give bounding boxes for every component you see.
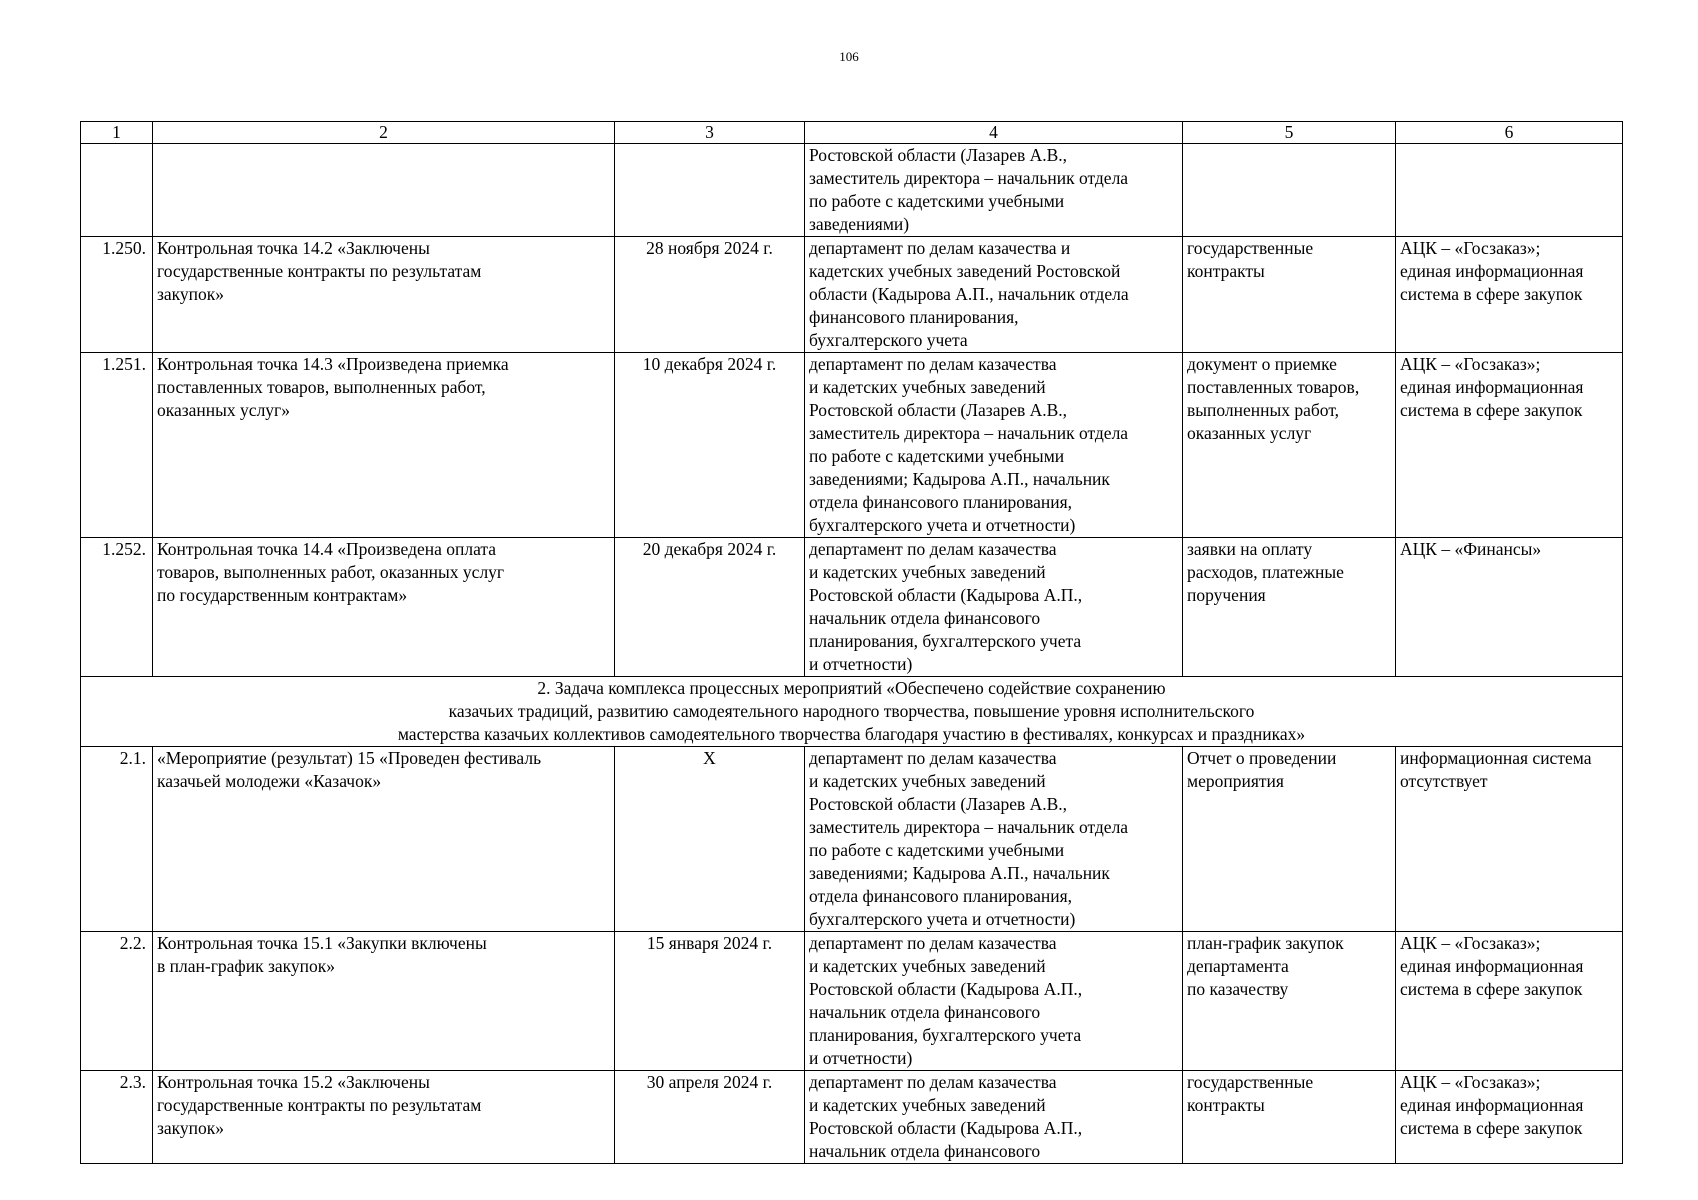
row-name: Контрольная точка 14.2 «Заключены государственные контракты по результатам закупок»: [153, 237, 615, 353]
page-number: 106: [839, 49, 859, 64]
row-responsible: департамент по делам казачества и кадетских учебных заведений Ростовской области (Лазарев А.В., заместитель директора – начальник отдела по работе с кадетскими учебными заведениями; Кадырова А.П., начальник отдела финансового планирования, бухгалтерского учета и отчетности): [805, 353, 1183, 538]
row-name: Контрольная точка 15.2 «Заключены государственные контракты по результатам закупок»: [153, 1071, 615, 1164]
row-date: Х: [615, 747, 805, 932]
row-document: [1183, 144, 1396, 237]
row-document: государственные контракты: [1183, 1071, 1396, 1164]
row-name: Контрольная точка 14.4 «Произведена оплата товаров, выполненных работ, оказанных услуг по государственным контрактам»: [153, 538, 615, 677]
plan-table: [80, 121, 1623, 1164]
row-system: АЦК – «Госзаказ»; единая информационная система в сфере закупок: [1396, 1071, 1623, 1164]
row-responsible: департамент по делам казачества и кадетских учебных заведений Ростовской области (Кадырова А.П., начальник отдела финансового планирования, бухгалтерского учета и отчетности): [805, 538, 1183, 677]
column-header: 4: [805, 122, 1183, 144]
table-row: [81, 353, 1623, 538]
row-name: Контрольная точка 15.1 «Закупки включены в план-график закупок»: [153, 932, 615, 1071]
row-system: АЦК – «Госзаказ»; единая информационная система в сфере закупок: [1396, 353, 1623, 538]
table-header-row: [81, 122, 1623, 144]
column-header: 2: [153, 122, 615, 144]
row-number: [81, 144, 153, 237]
row-name: «Мероприятие (результат) 15 «Проведен фестиваль казачьей молодежи «Казачок»: [153, 747, 615, 932]
row-date: 15 января 2024 г.: [615, 932, 805, 1071]
row-number: 2.3.: [81, 1071, 153, 1164]
column-header: 6: [1396, 122, 1623, 144]
table-row: [81, 932, 1623, 1071]
row-date: 10 декабря 2024 г.: [615, 353, 805, 538]
row-name: Контрольная точка 14.3 «Произведена приемка поставленных товаров, выполненных работ, оказанных услуг»: [153, 353, 615, 538]
row-document: документ о приемке поставленных товаров, выполненных работ, оказанных услуг: [1183, 353, 1396, 538]
row-responsible: департамент по делам казачества и кадетских учебных заведений Ростовской области (Лазарев А.В., заместитель директора – начальник отдела по работе с кадетскими учебными заведениями; Кадырова А.П., начальник отдела финансового планирования, бухгалтерского учета и отчетности): [805, 747, 1183, 932]
section-title: 2. Задача комплекса процессных мероприятий «Обеспечено содействие сохранению казачьих традиций, развитию самодеятельного народного творчества, повышение уровня исполнительского мастерства казачьих коллективов самодеятельного творчества благодаря участию в фестивалях, конкурсах и праздниках»: [81, 677, 1623, 747]
row-document: план-график закупок департамента по казачеству: [1183, 932, 1396, 1071]
row-system: информационная система отсутствует: [1396, 747, 1623, 932]
row-date: 20 декабря 2024 г.: [615, 538, 805, 677]
row-number: 1.251.: [81, 353, 153, 538]
row-date: [615, 144, 805, 237]
section-row: [81, 677, 1623, 747]
row-date: 30 апреля 2024 г.: [615, 1071, 805, 1164]
row-document: государственные контракты: [1183, 237, 1396, 353]
row-responsible: департамент по делам казачества и кадетских учебных заведений Ростовской области (Кадырова А.П., начальник отдела финансового планирования, бухгалтерского учета: [805, 237, 1183, 353]
row-number: 1.252.: [81, 538, 153, 677]
table-row: [81, 144, 1623, 237]
column-header: 3: [615, 122, 805, 144]
table-row: [81, 237, 1623, 353]
row-name: [153, 144, 615, 237]
row-responsible: Ростовской области (Лазарев А.В., заместитель директора – начальник отдела по работе с кадетскими учебными заведениями): [805, 144, 1183, 237]
row-date: 28 ноября 2024 г.: [615, 237, 805, 353]
row-system: АЦК – «Госзаказ»; единая информационная система в сфере закупок: [1396, 237, 1623, 353]
row-number: 1.250.: [81, 237, 153, 353]
row-number: 2.1.: [81, 747, 153, 932]
row-number: 2.2.: [81, 932, 153, 1071]
row-document: заявки на оплату расходов, платежные поручения: [1183, 538, 1396, 677]
row-system: АЦК – «Госзаказ»; единая информационная система в сфере закупок: [1396, 932, 1623, 1071]
row-responsible: департамент по делам казачества и кадетских учебных заведений Ростовской области (Кадырова А.П., начальник отдела финансового планирования, бухгалтерского учета и отчетности): [805, 932, 1183, 1071]
row-system: АЦК – «Финансы»: [1396, 538, 1623, 677]
row-system: [1396, 144, 1623, 237]
row-document: Отчет о проведении мероприятия: [1183, 747, 1396, 932]
table-row: [81, 747, 1623, 932]
table-row: [81, 538, 1623, 677]
column-header: 1: [81, 122, 153, 144]
row-responsible: департамент по делам казачества и кадетских учебных заведений Ростовской области (Кадырова А.П., начальник отдела финансового: [805, 1071, 1183, 1164]
table-row: [81, 1071, 1623, 1164]
column-header: 5: [1183, 122, 1396, 144]
